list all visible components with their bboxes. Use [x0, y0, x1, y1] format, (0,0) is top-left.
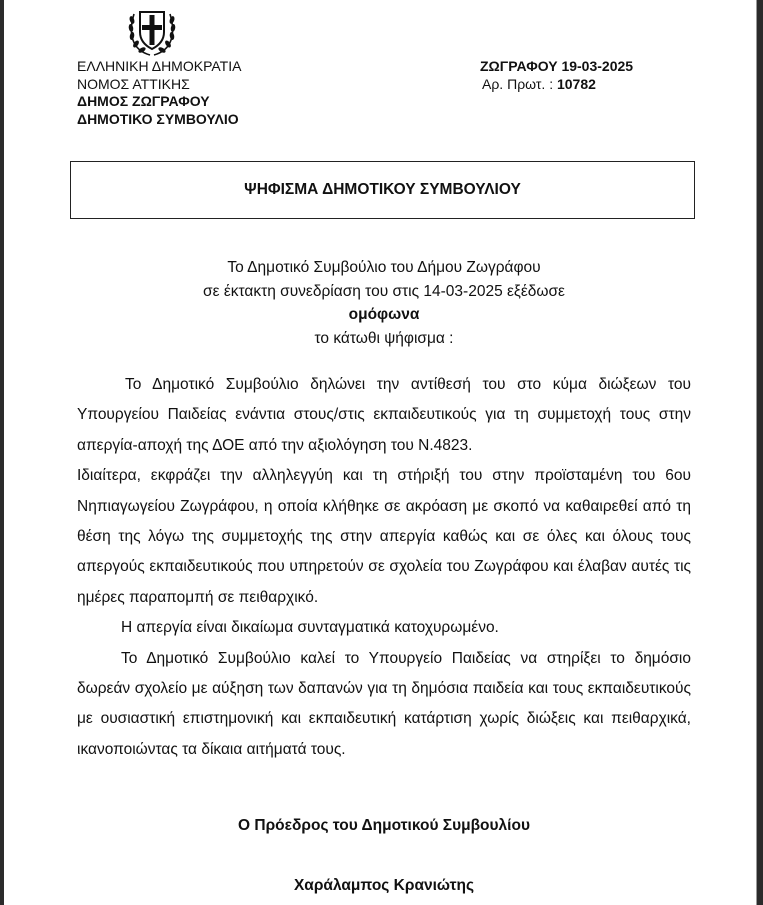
document-meta	[480, 58, 633, 93]
paragraph: Ιδιαίτερα, εκφράζει την αλληλεγγύη και τη στήριξή του στην προϊσταμένη του 6ου Νηπιαγωγείου Ζωγράφου, η οποία κλήθηκε σε ακρόαση με σκοπό να καθαιρεθεί από τη θέση της λόγω της συμμετοχής της στην απεργία καθώς και σε όλες και όλους τους απεργούς εκπαιδευτικούς που υπηρετούν σε σχολεία του Ζωγράφου και έλαβαν αυτές τις ημέρες παραπομπή σε πειθαρχικό.	[77, 467, 691, 606]
intro-line: το κάτωθι ψήφισμα :	[314, 329, 454, 347]
signatory-role: Ο Πρόεδρος του Δημοτικού Συμβουλίου	[238, 817, 530, 834]
protocol-line	[480, 76, 633, 94]
paragraph: Το Δημοτικό Συμβούλιο καλεί το Υπουργείο Παιδείας να στηρίξει το δημόσιο δωρεάν σχολείο με αύξηση των δαπανών για τη δημόσια παιδεία και τους εκπαιδευτικούς με ουσιαστική επιστημονική και εκπαιδευτική κατάρτιση χωρίς διώξεις και πειθαρχικά, ικανοποιώντας τα δίκαια αιτήματά τους.	[77, 649, 691, 758]
intro-block	[64, 256, 704, 350]
issuer-council: ΔΗΜΟΤΙΚΟ ΣΥΜΒΟΥΛΙΟ	[77, 110, 239, 127]
protocol-number: 10782	[556, 75, 596, 92]
issuer-block	[77, 58, 241, 128]
greek-coat-of-arms-icon	[126, 4, 178, 58]
resolution-body	[77, 370, 691, 765]
paragraph: Η απεργία είναι δικαίωμα συνταγματικά κατοχυρωμένο.	[121, 619, 499, 637]
intro-line: σε έκτακτη συνεδρίαση του στις 14-03-2025 εξέδωσε	[203, 282, 565, 300]
document-title-box	[70, 161, 695, 219]
document-date: ΖΩΓΡΑΦΟΥ 19-03-2025	[480, 58, 634, 74]
issuer-municipality: ΔΗΜΟΣ ΖΩΓΡΑΦΟΥ	[77, 93, 210, 109]
issuer-country: ΕΛΛΗΝΙΚΗ ΔΗΜΟΚΡΑΤΙΑ	[77, 58, 242, 74]
document-title: ΨΗΦΙΣΜΑ ΔΗΜΟΤΙΚΟΥ ΣΥΜΒΟΥΛΙΟΥ	[244, 181, 521, 198]
paragraph: Το Δημοτικό Συμβούλιο δηλώνει την αντίθεσή του στο κύμα διώξεων του Υπουργείου Παιδείας ενάντια στους/στις εκπαιδευτικούς για τη συμμετοχή τους στην απεργία-αποχή της ΔΟΕ από την αξιολόγηση του Ν.4823.	[77, 376, 691, 454]
intro-line: Το Δημοτικό Συμβούλιο του Δήμου Ζωγράφου	[227, 259, 541, 276]
issuer-prefecture: ΝΟΜΟΣ ΑΤΤΙΚΗΣ	[77, 75, 190, 92]
document-page	[4, 0, 757, 905]
signatory-name: Χαράλαμπος Κρανιώτης	[293, 877, 475, 894]
intro-unanimous: ομόφωνα	[348, 306, 420, 323]
protocol-label: Αρ. Πρωτ. :	[482, 75, 554, 92]
